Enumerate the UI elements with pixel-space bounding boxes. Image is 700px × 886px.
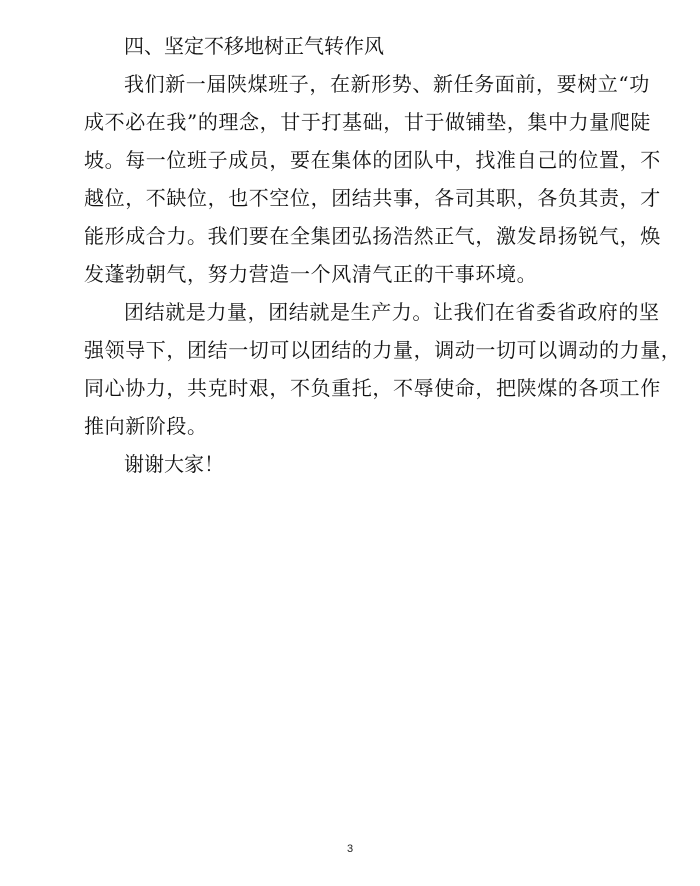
paragraph-line: 成不必在我”的理念，甘于打基础，甘于做铺垫，集中力量爬陡 <box>84 110 652 134</box>
paragraph-line: 强领导下，团结一切可以团结的力量，调动一切可以调动的力量， <box>84 338 682 362</box>
page-number: 3 <box>346 843 354 855</box>
paragraph-line: 发蓬勃朝气，努力营造一个风清气正的干事环境。 <box>84 262 538 286</box>
document-body <box>84 27 682 483</box>
paragraph-line: 推向新阶段。 <box>84 414 208 438</box>
paragraph-line: 我们新一届陕煤班子，在新形势、新任务面前，要树立“功 <box>124 72 650 96</box>
paragraph-1 <box>84 65 661 293</box>
paragraph-line: 能形成合力。我们要在全集团弘扬浩然正气，激发昂扬锐气，焕 <box>84 224 661 248</box>
paragraph-line: 团结就是力量，团结就是生产力。让我们在省委省政府的坚 <box>124 300 660 324</box>
closing-line: 谢谢大家！ <box>124 452 224 476</box>
paragraph-line: 越位，不缺位，也不空位，团结共事，各司其职，各负其责，才 <box>84 186 661 210</box>
paragraph-2 <box>84 293 682 445</box>
paragraph-line: 坡。每一位班子成员，要在集体的团队中，找准自己的位置，不 <box>84 148 661 172</box>
section-heading: 四、坚定不移地树正气转作风 <box>124 34 384 58</box>
paragraph-line: 同心协力，共克时艰，不负重托，不辱使命，把陕煤的各项工作 <box>84 376 661 400</box>
